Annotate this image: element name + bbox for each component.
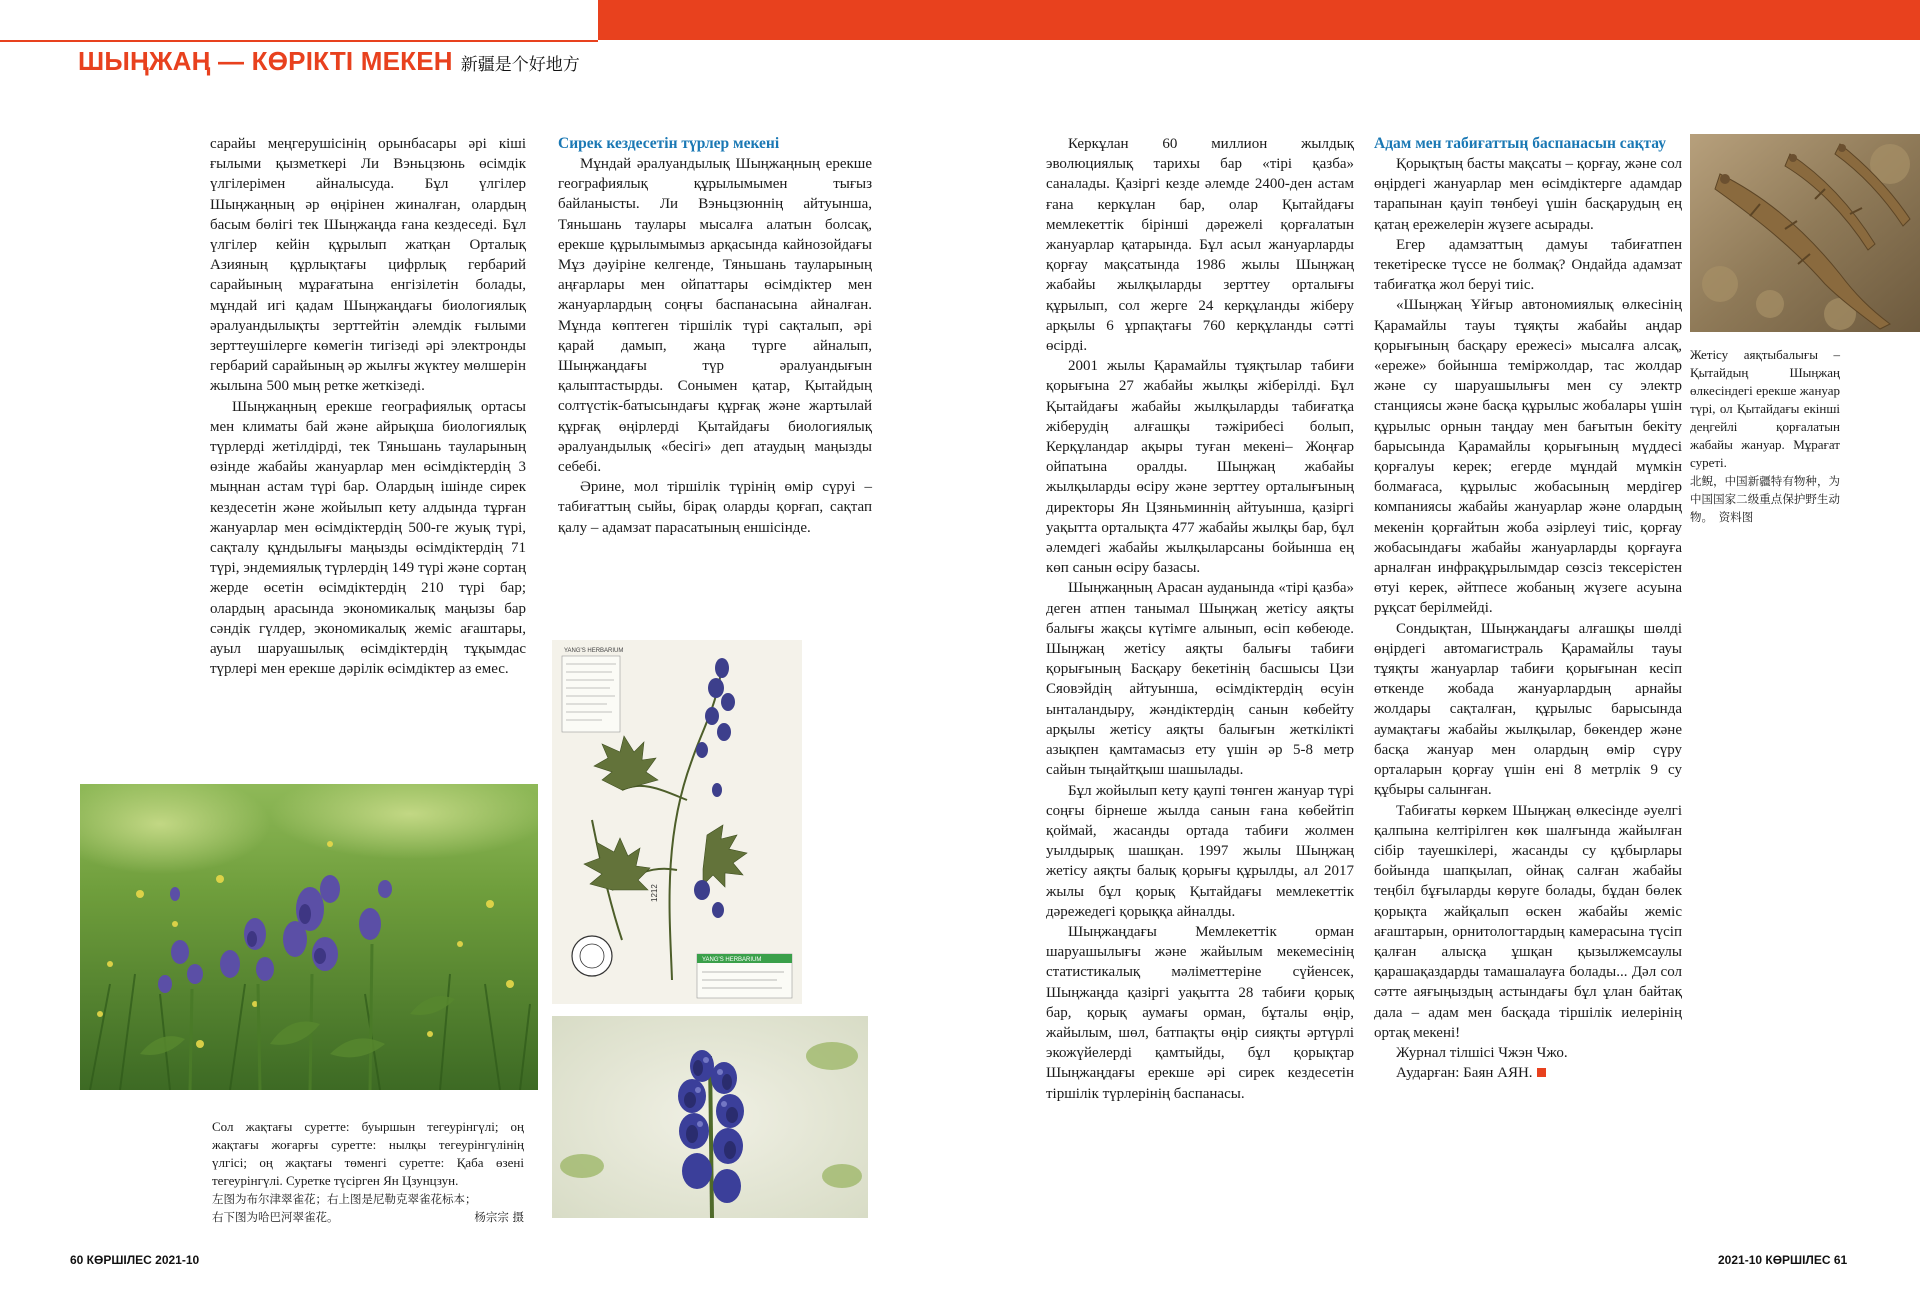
caption-right-chinese: 北鲵，中国新疆特有物种，为中国国家二级重点保护野生动物。 资料图 [1690,474,1840,524]
caption-left-chinese-2: 右下图为哈巴河翠雀花。 [212,1210,339,1224]
photo-salamander [1690,134,1920,332]
caption-left-chinese-2-line [212,1208,524,1226]
article-column-3 [1046,134,1354,1104]
section-title-kazakh: ШЫҢЖАҢ — КӨРІКТІ МЕКЕН [78,46,453,76]
page-folio-right: 2021-10 КӨРШІЛЕС 61 [1718,1253,1848,1267]
herbarium-stamp [572,936,612,976]
caption-left [212,1118,524,1226]
larkspur-closeup-image [552,1016,868,1218]
col4-paragraph-1: Қорықтың басты мақсаты – қорғау, және сол өңірдегі жануарлар мен өсімдіктерге адамдар тарапынан қауіп төнбеуі үшін басқарудың ең қатаң ережелерін жүзеге асырады. [1374,156,1682,233]
end-mark [1537,1068,1546,1077]
col3-paragraph-5: Шыңжаңдағы Мемлекеттік орман шаруашылығы және жайылым мекемесінің статистикалық мәліметтеріне сүйенсек, Шыңжаңда қазіргі уақытта 28 табиғи қорық бар, қорық аумағы орман, бұталы өңір, жайылым, шөл, батпақты өңір сияқты әртүрлі экожүйелерді қамтыйды, бұл қорықтар Шыңжаңдағы ерекше әрі сирек кездесетін тіршілік түрлерінің баспанасы. [1046,923,1354,1102]
article-column-4 [1374,134,1682,1083]
caption-left-kazakh: Сол жақтағы суретте: буыршын тегеурінгүлі; оң жақтағы жоғарғы суретте: нылқы тегеурінгүлінің үлгісі; оң жақтағы төменгі суретте: Қаба өзені тегеурінгүлі. Суретке түсірген Ян Цзунцзун. [212,1119,524,1188]
section-title-chinese: 新疆是个好地方 [460,55,580,75]
col3-paragraph-2: 2001 жылы Қарамайлы тұяқтылар табиғи қорығына 27 жабайы жылқы жіберілді. Бұл Қытайдағы жабайы жылқыларды табиғатқа жіберудің алғашқы тәжірибесі болып, Керқұландар ақыры туған мекені– Жоңғар ойпатына оралды. Шыңжаң жабайы жылқыларды өсіру және зерттеу орталығының директоры Ян Цзяньминнің айтуынша, қазіргі уақытта орталықта 477 жабайы жылқы бар, бұл әлемдегі жабайы жылқыларсаны бойынша ең көп санын өсіру базасы. [1046,358,1354,577]
caption-left-chinese-1: 左图为布尔津翠雀花；右上图是尼勒克翠雀花标本； [212,1192,477,1206]
header-color-bar [598,0,1920,40]
article-column-2 [558,134,872,538]
subheading-rare-species: Сирек кездесетін түрлер мекені [558,135,780,152]
herbarium-specimen-image [552,640,802,1004]
col4-paragraph-5: Табиғаты көркем Шыңжаң өлкесінде әуелгі қалпына келтірілген көк шалғында жайылған сібір тауешкілері, жасанды су құбырлары бойында шапқылап, ойнақ салған жабайы теңбіл бұғыларды көруге болады, бұдан бөлек қорықта жайқалып өскен жабайы жеміс ағаштарын, орнитологтардың камерасына түсіп қалған алысқа ұшқан қызылжемсаулы қарашақаздарды тамашалауға болады... Дәл сол сәтте аяғыңыздың астындағы бұл ұлан байтақ дала – адам мен басқада тіршілік иелерінің ортақ мекені! [1374,802,1682,1041]
col4-byline-translator-line [1374,1063,1682,1083]
col4-paragraph-2: Егер адамзаттың дамуы табиғатпен текетіреске түссе не болмақ? Ондайда адамзат табиғатқа жол беруі тиіс. [1374,236,1682,294]
caption-right [1690,346,1840,526]
larkspur-meadow-image [80,784,538,1090]
col4-paragraph-3: «Шыңжаң Ұйғыр автономиялық өлкесінің Қарамайлы тауы тұяқты жабайы аңдар қорығының басқару ережесі» мысалға алсақ, «ереже» бойынша теміржолдар, тас жолдар және су шаруашылығы мен су электр станциясы және басқа құрылыс жобалары үшін құрылыс орнын таңдау мен бағытын бекіту барысында Қарамайлы қорығының мүддесі қорғалуы керек; егерде мұндай мүмкін болмағаса, құрылыс жобасының мердігер компаниясы жабайы жануарлар және олардың мекенін қорғайтын жоба әзірлеуі тиіс, қорғау жобасындағы жабайы жануарларды қорғауға арналған инфрақұрылымдар сөзсіз тексерістен өтуі керек, әйтпесе жобаның жүзеге асуына рұқсат берілмейді. [1374,297,1682,617]
section-title [78,46,580,78]
col4-byline-translator: Аударған: Баян АЯН. [1396,1065,1533,1082]
herbarium-sheet-number: 1212 [650,884,659,902]
herbarium-label-card [562,656,620,732]
salamander-image [1690,134,1920,332]
subheading-refuge: Адам мен табиғаттың баспанасын сақтау [1374,135,1667,152]
col2-paragraph-1: Мұндай әралуандылық Шыңжаңның ерекше географиялық құрылымымен тығыз байланысты. Ли Вэньцзюннің айтуынша, Тяньшань таулары мысалға алатын болсақ, ерекше құрылымымыз арқасында кайнозойдағы Мұз дәуіріне келгенде, Тяньшань тауларының аңғарлары мен ойпаттары өсімдіктер мен жануарлардың соңғы баспанасына айналған. Мұнда көптеген тіршілік түрі сақталып, әрі қарай дамып, жаңа түрге айналып, Шыңжаңдағы түр әралуандығын қалыптастырды. Сонымен қатар, Қытайдың солтүстік-батысындағы құрғақ және жартылай құрғақ өңірлерді Қытайдағы биологиялық әралуандылық «бесігі» деп атаудың маңызды себебі. [558,156,872,476]
herbarium-footer-text: YANG'S HERBARIUM [702,957,762,963]
caption-left-credit: 杨宗宗 摄 [474,1210,524,1224]
article-column-1 [210,134,526,679]
col3-paragraph-3: Шыңжаңның Арасан ауданында «тірі қазба» деген атпен танымал Шыңжаң жетісу аяқты балығы жақсы күтімге алынып, өсіп көбеюде. Шыңжаң жетісу аяқты балығы табиғи қорығының Басқару бекетінің басшысы Цзи Сяовэйдің айтуынша, өсімдіктердің өсуін ынталандыру, жәндіктердің санын көбейту арқылы жетісу аяқты балығын жеткілікті азықпен қамтамасыз ету үшін әр 5-8 метр сайын тыңайтқыш шашылады. [1046,580,1354,779]
col3-paragraph-4: Бұл жойылып кету қаупі төнген жануар түрі соңғы бірнеше жылда санын ғана көбейтіп қоймай, жасанды ортада табиғи жолмен уылдырық шашқан. 1997 жылы Шыңжаң жетісу аяқты балық қорығы құрылды, ал 2017 жылы бұл қорық Қытайдағы мемлекеттік дәрежедегі қорыққа айналды. [1046,782,1354,920]
caption-right-kazakh: Жетісу аяқтыбалығы – Қытайдың Шыңжаң өлкесіндегі ерекше жануар түрі, ол Қытайдағы екінші деңгейлі қорғалатын жабайы жануар. Мұрағат суреті. [1690,347,1840,470]
col4-paragraph-4: Сондықтан, Шыңжаңдағы алғашқы шөлді өңірдегі автомагистраль Қарамайлы тауы тұяқты жануарлар табиғи қорығынан кесіп өткенде жобада жануарлардың арнайы жолдары сақталған, құрылыс барысында аумақтағы жабайы жылқылар, бөкендер және басқа жануар мен олардың өмір сүру орталарын қорғау үшін ені 8 метрлік 9 су құбыры салынған. [1374,620,1682,799]
col1-paragraph-1: сарайы меңгерушісінің орынбасары әрі кіші ғылыми қызметкері Ли Вэньцзюнь өсімдік үлгілерімен айналысуда. Бұл үлгілер Шыңжаңның әр өңірінен жиналған, олардың басым бөлігі тек Шыңжаңда ғана кездеседі. Бұл үлгілер кейін құрылып жатқан Орталық Азияның құрлықтағы цифрлық гербарий сарайының мұрағатына енгізілетін болады, мұндай игі қадам Шыңжаңдағы биологиялық әралуандылықты зерттейтін әлемдік ғылыми зерттеушілерге көмегін тигізеді әрі электронды гербарий сарайының әр жылғы жүктеу мөлшерін жылына 500 мың ретке жеткізеді. [210,136,526,395]
herbarium-header-text: YANG'S HERBARIUM [564,648,624,654]
photo-larkspur-meadow [80,784,538,1090]
col3-paragraph-1: Керкұлан 60 миллион жылдық эволюциялық тарихы бар «тірі қазба» саналады. Қазіргі кезде әлемде 2400-ден астам ғана керкұлан бар, олар Қытайдағы мемлекеттік бірінші дәрежелі қорғалатын жануарлар қатарында. Бұл асыл жануарларды қорғау мақсатында 1986 жылы Шыңжаң жабайы жылқыларды зерттеу орталығы құрылып, сол жерге 24 керқұланды жіберу арқылы 6 ұрпақтағы 760 керқұланды сәтті өсірді. [1046,136,1354,355]
header-rule [0,40,598,42]
col2-paragraph-2: Әрине, мол тіршілік түрінің өмір сүруі – табиғаттың сыйы, бірақ оларды қорғап, сақтап қалу – адамзат парасатының еншісінде. [558,479,872,536]
col4-byline-author: Журнал тілшісі Чжэн Чжо. [1396,1044,1568,1061]
photo-herbarium-specimen [552,640,802,1004]
photo-larkspur-closeup [552,1016,868,1218]
col1-paragraph-2: Шыңжаңның ерекше географиялық ортасы мен климаты бай және айрықша биологиялық түрлерді жетілдірді, тек Тяньшань тауларының өзінде жабайы жануарлар мен өсімдіктердің 3 мыңнан астам түрі бар. Олардың ішінде сирек кездесетін және жойылып кету алдында тұрған жануарлар мен өсімдіктердің 500-ге жуық түрі, сақталу құндылығы маңызды өсімдіктердің 71 түрі, эндемиялық түрлердің 149 түрі және сортаң жерде өсетін өсімдіктердің 210 түрі бар; олардың арасында экономикалық маңызы бар сәндік гүлдер, экономикалық жеміс ағаштары, ауыл шаруашылық өсімдіктердің тұқымдас түрлері мен ерекше дәрілік өсімдіктер аз емес. [210,398,526,678]
page-folio-left: 60 КӨРШІЛЕС 2021-10 [70,1253,200,1267]
